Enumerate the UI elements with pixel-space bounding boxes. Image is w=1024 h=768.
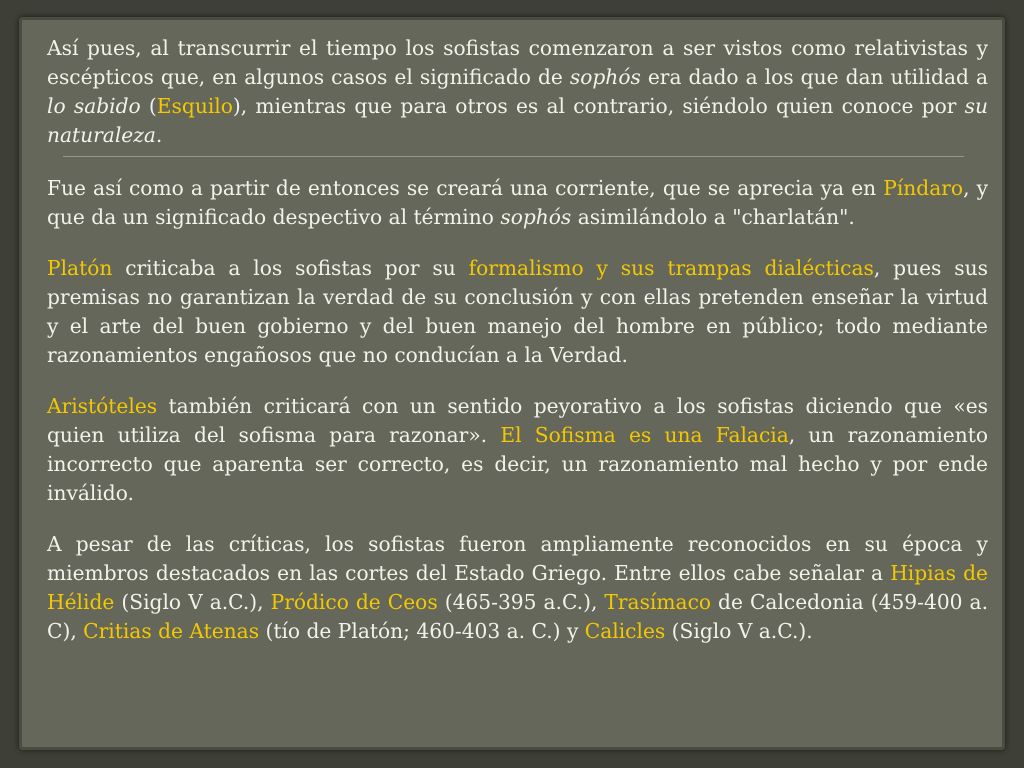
link-hipias[interactable]: Hipias de Hélide [47, 561, 989, 614]
term-sophos: sophós [500, 205, 572, 229]
link-pindaro[interactable]: Píndaro [883, 176, 964, 200]
text: ( [140, 94, 157, 118]
text: era dado a los que dan utilidad a [640, 65, 988, 89]
text: criticaba a los sofistas por su [112, 256, 469, 280]
slide-body [47, 34, 988, 668]
text: asimilándolo a "charlatán". [571, 205, 855, 229]
link-prodico[interactable]: Pródico de Ceos [270, 590, 438, 614]
paragraph-sofistas-reconocidos [47, 530, 988, 646]
term-su-naturaleza: su naturaleza [47, 94, 988, 147]
text: , pues sus premisas no garantizan la verdad de su conclusión y con ellas pretenden enseñar la virtud y el arte del buen gobierno y del buen manejo del hombre en público; todo mediante razonamientos engañosos que no conducían a la Verdad. [47, 256, 988, 367]
link-trasimaco[interactable]: Trasímaco [604, 590, 712, 614]
text: (Siglo V a.C.), [114, 590, 271, 614]
paragraph-pindaro [47, 174, 988, 232]
text: (Siglo V a.C.). [665, 619, 813, 643]
text: de Calcedonia (459-400 a. C), [47, 590, 988, 643]
term-lo-sabido: lo sabido [47, 94, 141, 118]
link-aristoteles[interactable]: Aristóteles [47, 394, 158, 418]
text: A pesar de las críticas, los sofistas fueron ampliamente reconocidos en su época y miembros destacados en las cortes del Estado Griego. Entre ellos cabe señalar a [47, 532, 988, 585]
paragraph-aristoteles [47, 392, 988, 508]
link-esquilo[interactable]: Esquilo [156, 94, 233, 118]
link-sofisma-falacia[interactable]: El Sofisma es una Falacia [500, 423, 789, 447]
link-platon[interactable]: Platón [47, 256, 113, 280]
divider-line [63, 156, 964, 157]
text: . [155, 123, 163, 147]
paragraph-platon [47, 254, 988, 370]
link-formalismo[interactable]: formalismo y sus trampas dialécticas [468, 256, 874, 280]
text: , un razonamiento incorrecto que aparenta ser correcto, es decir, un razonamiento mal hecho y por ende inválido. [47, 423, 988, 505]
link-calicles[interactable]: Calicles [584, 619, 666, 643]
text: ), mientras que para otros es al contrario, siéndolo quien conoce por [232, 94, 965, 118]
text: Así pues, al transcurrir el tiempo los sofistas comenzaron a ser vistos como relativistas y escépticos que, en algunos casos el significado de [47, 36, 988, 89]
paragraph-sofistas-relativistas [47, 34, 988, 150]
text: (465-395 a.C.), [437, 590, 605, 614]
text: , y que da un significado despectivo al término [47, 176, 988, 229]
term-sophos: sophós [569, 65, 641, 89]
text: también criticará con un sentido peyorativo a los sofistas diciendo que «es quien utiliza del sofisma para razonar». [47, 394, 988, 447]
link-critias[interactable]: Critias de Atenas [83, 619, 260, 643]
text: Fue así como a partir de entonces se creará una corriente, que se aprecia ya en [47, 176, 884, 200]
text: (tío de Platón; 460-403 a. C.) y [259, 619, 585, 643]
